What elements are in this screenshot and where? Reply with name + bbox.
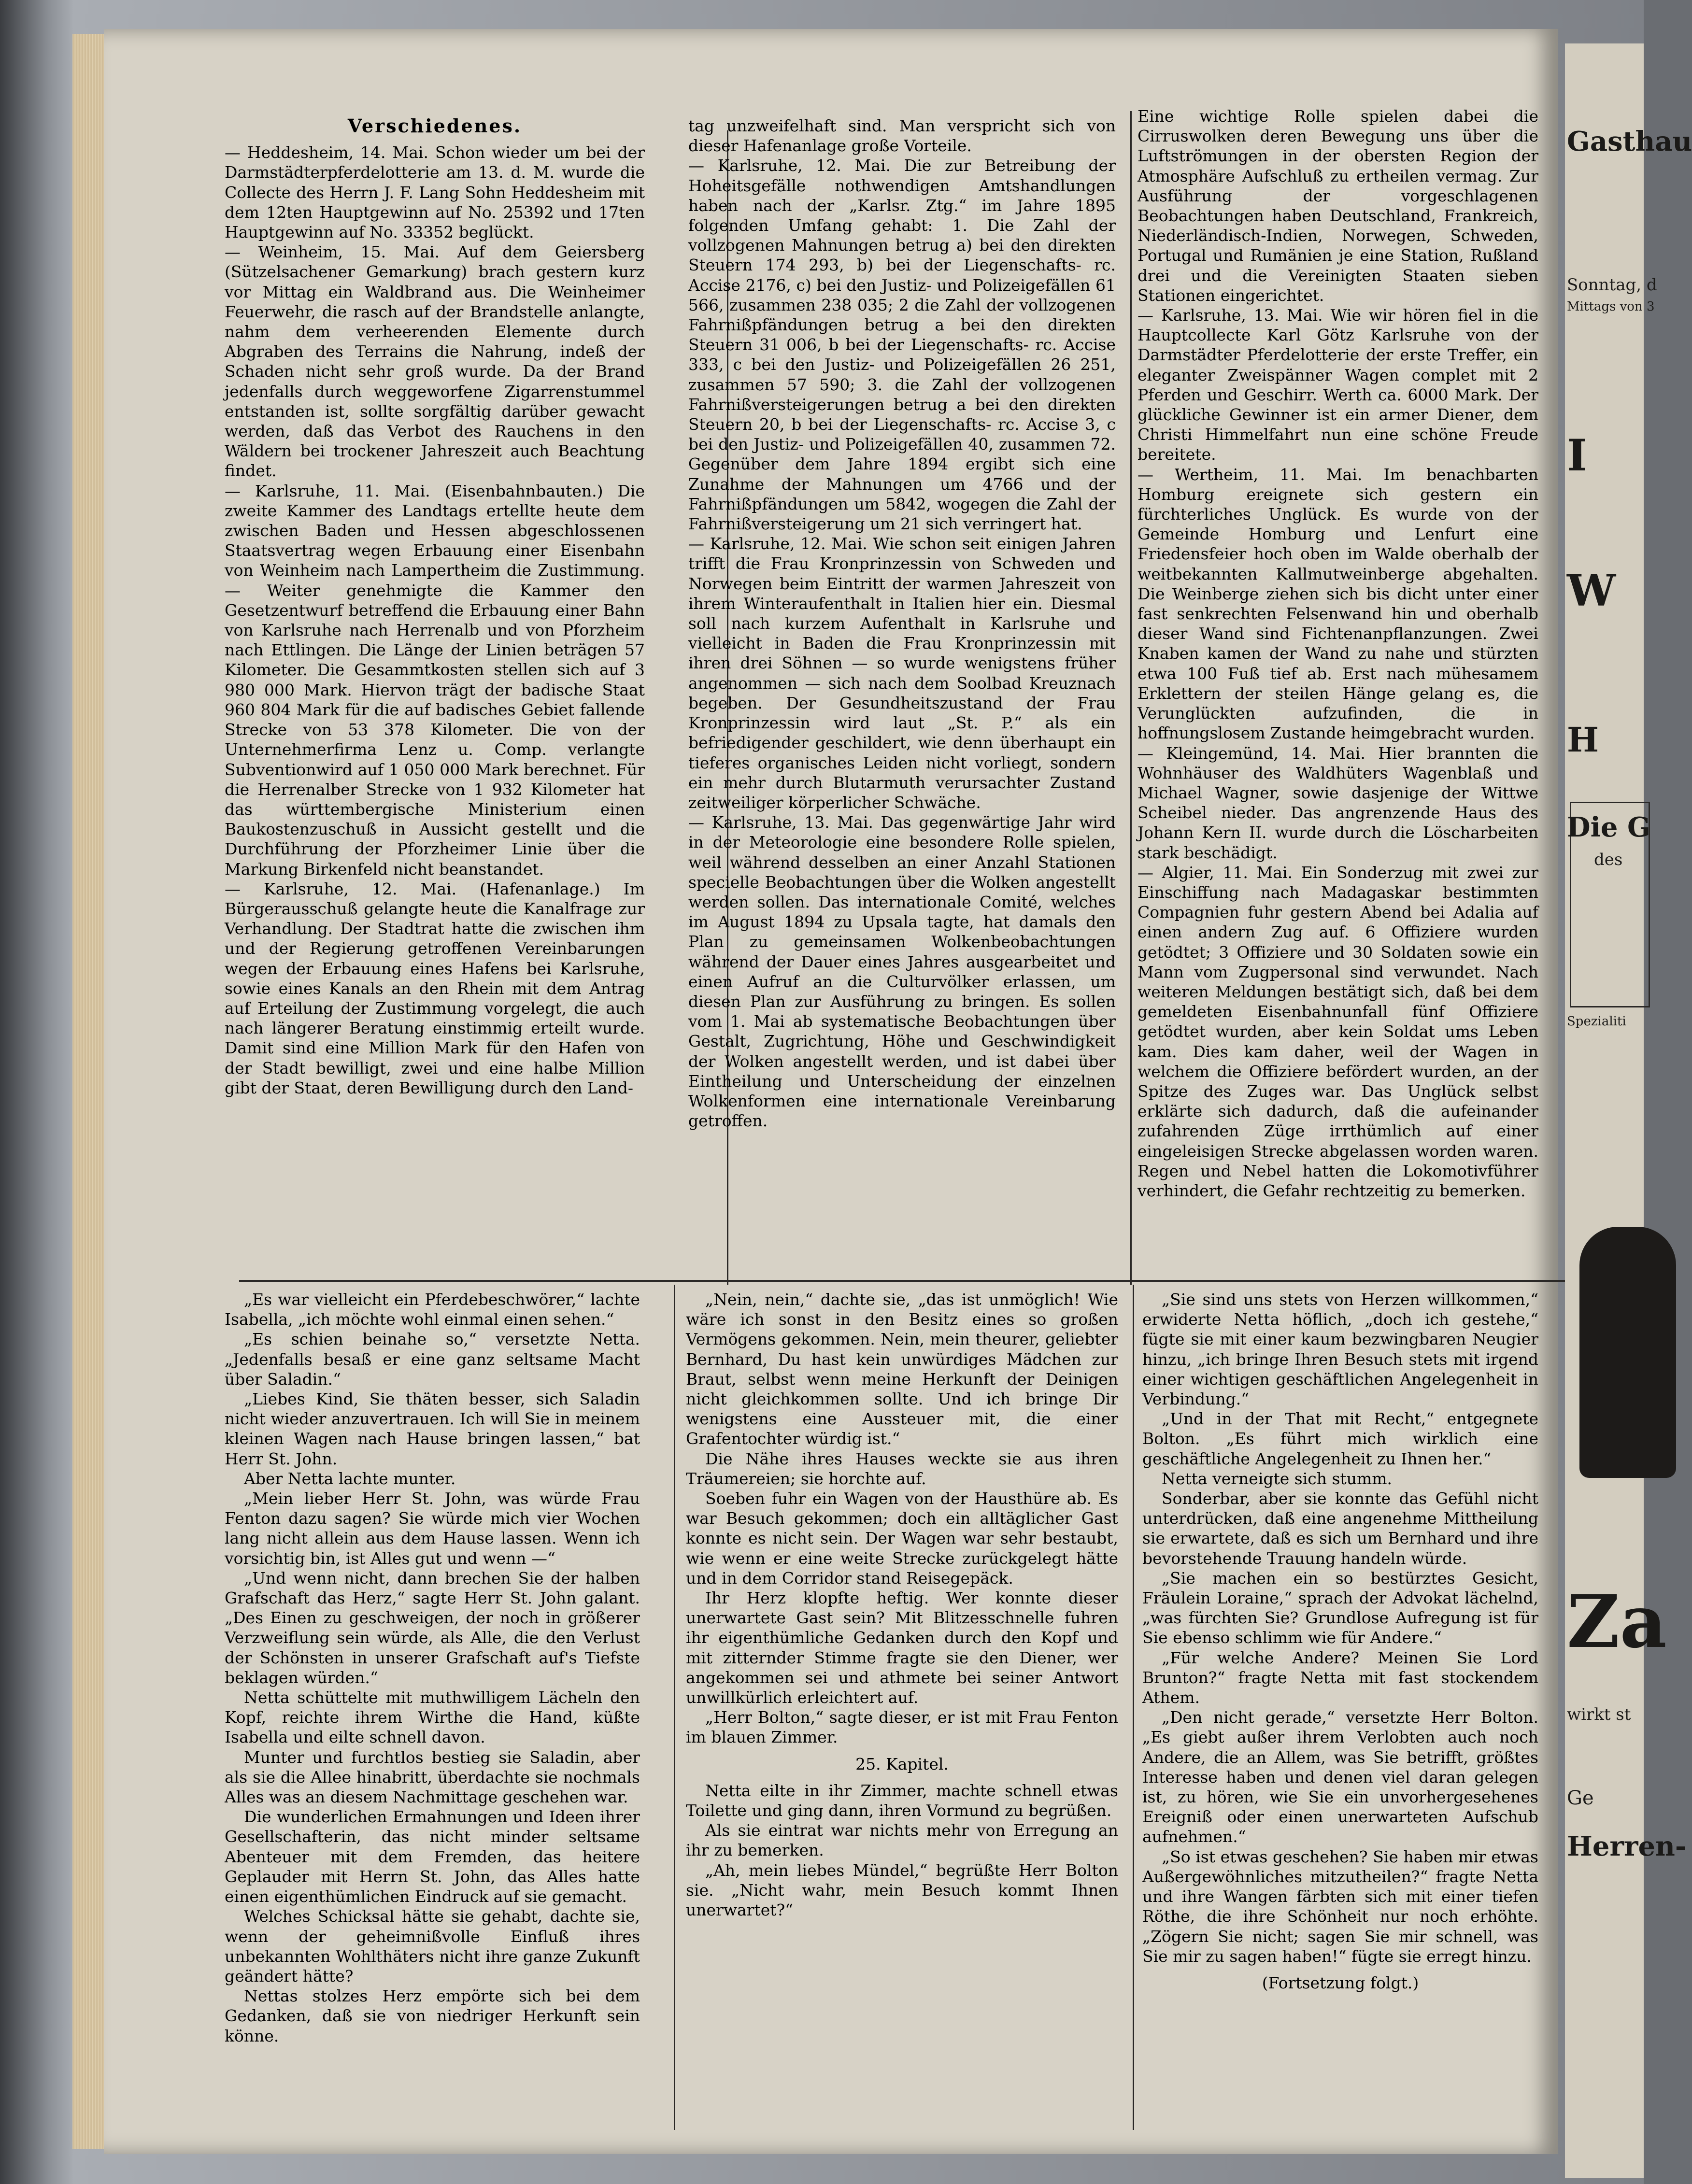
story-paragraph: Munter und furchtlos bestieg sie Saladin, aber als sie die Allee hinabritt, überdachte sie nochmals Alles was an diesem Nachmittage geschehen war. [225, 1747, 640, 1807]
story-paragraph: „Es schien beinahe so,“ versetzte Netta. „Jedenfalls besaß er eine ganz seltsame Macht über Saladin.“ [225, 1330, 640, 1389]
chapter-heading: 25. Kapitel. [855, 1754, 949, 1773]
fragment-text: I [1567, 430, 1588, 481]
story-paragraph: „Es war vielleicht ein Pferdebeschwörer,“ lachte Isabella, „ich möchte wohl einmal einen sehen.“ [225, 1290, 640, 1329]
news-item: — Karlsruhe, 13. Mai. Das gegenwärtige Jahr wird in der Meteorologie eine besondere Rolle spielen, weil während desselben an einer Anzahl Stationen specielle Beobachtungen über die Wolken angestellt werden sollen. Das internationale Comité, welches im August 1894 zu Upsala tagte, hat damals den Plan zu gemeinsamen Wolkenbeobachtungen während der Dauer eines Jahres ausgearbeitet und einen Aufruf an die Culturvölker erlassen, um diesen Plan zur Ausführung zu bringen. Es sollen vom 1. Mai ab systematische Beobachtungen über Gestalt, Zugrichtung, Höhe und Geschwindigkeit der Wolken angestellt werden, und ist dabei über Eintheilung und Unterscheidung der einzelnen Wolkenformen eine internationale Vereinbarung getroffen. [688, 813, 1116, 1131]
story-paragraph: Nettas stolzes Herz empörte sich bei dem Gedanken, daß sie von niedriger Herkunft sein könne. [225, 1986, 640, 2045]
news-column-3 [1137, 106, 1538, 1201]
story-paragraph: „So ist etwas geschehen? Sie haben mir etwas Außergewöhnliches mitzutheilen?“ fragte Netta und ihre Wangen färbten sich mit einer tiefen Röthe, die ihre Schönheit nur noch erhöhte. „Zögern Sie nicht; sagen Sie mir schnell, was Sie mir zu sagen haben!“ fügte sie erregt hinzu. [1142, 1847, 1538, 1966]
story-paragraph: Als sie eintrat war nichts mehr von Erregung an ihr zu bemerken. [686, 1821, 1118, 1860]
story-paragraph: Welches Schicksal hätte sie gehabt, dachte sie, wenn der geheimnißvolle Einfluß ihres unbekannten Wohlthäters nicht ihre ganze Zukunft geändert hätte? [225, 1907, 640, 1985]
story-column-3 [1142, 1290, 1538, 2000]
fragment-text: Spezialiti [1567, 1014, 1626, 1029]
story-paragraph: „Und wenn nicht, dann brechen Sie der halben Grafschaft das Herz,“ sagte Herr St. John galant. „Des Einen zu geschweigen, der noch in größerer Verzweiflung sein würde, als Alle, die den Verlust der Schönsten in unserer Grafschaft auf's Tiefste beklagen würden.“ [225, 1568, 640, 1687]
news-item: tag unzweifelhaft sind. Man verspricht sich von dieser Hafenanlage große Vorteile. [688, 116, 1116, 156]
fragment-text: Za [1567, 1579, 1667, 1664]
fragment-text: Die G [1567, 811, 1650, 843]
news-item: — Weinheim, 15. Mai. Auf dem Geiersberg (Sützelsachener Gemarkung) brach gestern kurz vor Mittag ein Waldbrand aus. Die Weinheimer Feuerwehr, die rasch auf der Brandstelle anlangte, nahm dem verheerenden Elemente durch Abgraben des Terrains die Nahrung, indeß der Schaden nicht sehr groß wurde. Da der Brand jedenfalls durch weggeworfene Zigarrenstummel entstanden ist, sollte sorgfältig darüber gewacht werden, daß das Verbot des Rauchens in den Wäldern bei trockener Jahreszeit auch Beachtung findet. [225, 242, 645, 481]
news-item: — Heddesheim, 14. Mai. Schon wieder um bei der Darmstädterpferdelotterie am 13. d. M. wurde die Collecte des Herrn J. F. Lang Sohn Heddesheim mit dem 12ten Hauptgewinn auf No. 25392 und 17ten Hauptgewinn auf No. 33352 beglückt. [225, 143, 645, 242]
fragment-text: Sonntag, d [1567, 275, 1657, 295]
story-paragraph: „Und in der That mit Recht,“ entgegnete Bolton. „Es führt mich wirklich eine geschäftliche Angelegenheit zu Ihnen her.“ [1142, 1409, 1538, 1468]
continuation-note: (Fortsetzung folgt.) [1262, 1973, 1419, 1992]
news-item: — Kleingemünd, 14. Mai. Hier brannten die Wohnhäuser des Waldhüters Wagenblaß und Michael Wagner, sowie dasjenige der Wittwe Scheibel nieder. Das angrenzende Haus des Johann Kern II. wurde durch die Löscharbeiten stark beschädigt. [1137, 743, 1538, 862]
fragment-text: Ge [1567, 1787, 1594, 1809]
fragment-text: Herren- [1567, 1830, 1687, 1862]
story-paragraph: „Sie machen ein so bestürztes Gesicht, Fräulein Loraine,“ sprach der Advokat lächelnd, „was fürchten Sie? Grundlose Aufregung ist für Sie ebenso schlimm wie für Andere.“ [1142, 1568, 1538, 1647]
news-item: — Algier, 11. Mai. Ein Sonderzug mit zwei zur Einschiffung nach Madagaskar bestimmten Compagnien fuhr gestern Abend bei Adalia auf einen andern Zug auf. 6 Offiziere wurden getödtet; 3 Offiziere und 30 Soldaten sowie ein Mann vom Zugpersonal sind verwundet. Nach weiteren Meldungen bestätigt sich, daß bei dem gemeldeten Eisenbahnunfall fünf Offiziere getödtet wurden, aber kein Soldat ums Leben kam. Dies kam daher, weil der Wagen in welchem die Offiziere befördert wurden, an der Spitze des Zuges war. Das Unglück selbst erklärte sich dadurch, daß die aufeinander zufahrenden Züge irrthümlich auf einer eingeleisigen Strecke abgelassen worden waren. Regen und Nebel hatten die Lokomotivführer verhindert, die Gefahr rechtzeitig zu bemerken. [1137, 863, 1538, 1200]
news-item: — Karlsruhe, 12. Mai. Wie schon seit einigen Jahren trifft die Frau Kronprinzessin von Schweden und Norwegen beim Eintritt der warmen Jahreszeit von ihrem Winteraufenthalt in Italien hier ein. Diesmal soll nach kurzem Aufenthalt in Karlsruhe und vielleicht in Baden die Frau Kronprinzessin mit ihren drei Söhnen — so wurde wenigstens früher angenommen — sich nach dem Soolbad Kreuznach begeben. Der Gesundheitszustand der Frau Kronprinzessin wird laut „St. P.“ als ein befriedigender geschildert, wie denn überhaupt ein tieferes organisches Leiden nicht vorliegt, sondern ein mehr durch Blutarmuth verursachter Zustand zeitweiliger körperlicher Schwäche. [688, 534, 1116, 812]
fragment-text: des [1594, 850, 1623, 869]
story-paragraph: Aber Netta lachte munter. [244, 1469, 456, 1488]
story-paragraph: „Den nicht gerade,“ versetzte Herr Bolton. „Es giebt außer ihrem Verlobten auch noch Andere, die an Allem, was Sie betrifft, größtes Interesse haben und denen viel daran gelegen ist, zu hören, wie Sie ein unvorhergesehenes Ereigniß oder einen unerwarteten Aufschub aufnehmen.“ [1142, 1708, 1538, 1846]
story-column-2 [686, 1290, 1118, 1920]
story-paragraph: Die wunderlichen Ermahnungen und Ideen ihrer Gesellschafterin, das nicht minder seltsame Abenteuer mit dem Fremden, das heitere Geplauder mit Herrn St. John, das Alles hatte einen eigenthümlichen Eindruck auf sie gemacht. [225, 1807, 640, 1906]
story-paragraph: „Ah, mein liebes Mündel,“ begrüßte Herr Bolton sie. „Nicht wahr, mein Besuch kommt Ihnen unerwartet?“ [686, 1860, 1118, 1920]
news-item: — Karlsruhe, 11. Mai. (Eisenbahnbauten.) Die zweite Kammer des Landtags ertellte heute dem zwischen Baden und Hessen abgeschlossenen Staatsvertrag wegen Erbauung einer Eisenbahn von Weinheim nach Lampertheim die Zustimmung. — Weiter genehmigte die Kammer den Gesetzentwurf betreffend die Erbauung einer Bahn von Karlsruhe nach Herrenalb und von Pforzheim nach Ettlingen. Die Länge der Linien beträgen 57 Kilometer. Die Gesammtkosten stellen sich auf 3 980 000 Mark. Hiervon trägt der badische Staat 960 804 Mark für die auf badisches Gebiet fallende Strecke von 53 378 Kilometer. Die von der Unternehmerfirma Lenz u. Comp. verlangte Subventionwird auf 1 050 000 Mark berechnet. Für die Herrenalber Strecke von 1 932 Kilometer hat das württembergische Ministerium einen Baukostenzuschuß in Aussicht gestellt und die Durchführung der Pforzheimer Linie über die Markung Birkenfeld nicht beanstandet. [225, 481, 645, 879]
section-heading: Verschiedenes. [347, 115, 522, 137]
section-divider [239, 1280, 1630, 1282]
fragment-text: Gasthau [1567, 126, 1692, 157]
story-paragraph: „Sie sind uns stets von Herzen willkommen,“ erwiderte Netta höflich, „doch ich gestehe,“ fügte sie mit einer kaum bezwingbaren Neugier hinzu, „ich bringe Ihren Besuch stets mit irgend einer wichtigen geschäftlichen Angelegenheit in Verbindung.“ [1142, 1290, 1538, 1409]
news-item: — Karlsruhe, 13. Mai. Wie wir hören fiel in die Hauptcollecte Karl Götz Karlsruhe von der Darmstädter Pferdelotterie der erste Treffer, ein eleganter Zweispänner Wagen complet mit 2 Pferden und Geschirr. Werth ca. 6000 Mark. Der glückliche Gewinner ist ein armer Diener, dem Christi Himmelfahrt nun eine schöne Freude bereitete. [1137, 306, 1538, 464]
story-paragraph: „Nein, nein,“ dachte sie, „das ist unmöglich! Wie wäre ich sonst in den Besitz eines so großen Vermögens gekommen. Nein, mein theurer, geliebter Bernhard, Du hast kein unwürdiges Mädchen zur Braut, selbst wenn meine Herkunft der Deinigen nicht gleichkommen sollte. Und ich bringe Dir wenigstens eine Aussteuer mit, die einer Grafentochter würdig ist.“ [686, 1290, 1118, 1448]
adjacent-page-fragment [1565, 43, 1692, 2178]
fragment-text: Mittags von 3 [1567, 299, 1655, 314]
story-paragraph: „Mein lieber Herr St. John, was würde Frau Fenton dazu sagen? Sie würde mich vier Wochen lang nicht allein aus dem Hause lassen. Wenn ich vorsichtig bin, ist Alles gut und wenn —“ [225, 1489, 640, 1568]
story-paragraph: Netta schüttelte mit muthwilligem Lächeln den Kopf, reichte ihrem Wirthe die Hand, küßte Isabella und eilte schnell davon. [225, 1688, 640, 1747]
news-item: — Karlsruhe, 12. Mai. (Hafenanlage.) Im Bürgerausschuß gelangte heute die Kanalfrage zur Verhandlung. Der Stadtrat hatte die zwischen ihm und der Regierung getroffenen Vereinbarungen wegen der Erbauung eines Hafens bei Karlsruhe, sowie eines Kanals an den Rhein mit dem Antrag auf Erteilung der Zustimmung vorgelegt, die auch nach längerer Beratung einstimmig erteilt wurde. Damit sind eine Million Mark für den Hafen von der Stadt bewilligt, zwei und eine halbe Million gibt der Staat, deren Bewilligung durch den Land- [225, 879, 645, 1097]
story-paragraph: Soeben fuhr ein Wagen von der Hausthüre ab. Es war Besuch gekommen; doch ein alltäglicher Gast konnte es nicht sein. Der Wagen war sehr bestaubt, wie wenn er eine weite Strecke zurückgelegt hätte und in dem Corridor stand Reisegepäck. [686, 1489, 1118, 1588]
fragment-text: W [1567, 565, 1616, 616]
news-item: Eine wichtige Rolle spielen dabei die Cirruswolken deren Bewegung uns über die Luftströmungen in der obersten Region der Atmosphäre Aufschluß zu ertheilen vermag. Zur Ausführung der vorgeschlagenen Beobachtungen haben Deutschland, Frankreich, Niederländisch-Indien, Norwegen, Schweden, Portugal und Rumänien je eine Station, Rußland drei und die Vereinigten Staaten sieben Stationen eingerichtet. [1137, 107, 1538, 305]
story-paragraph: „Herr Bolton,“ sagte dieser, er ist mit Frau Fenton im blauen Zimmer. [686, 1708, 1118, 1747]
story-paragraph: Netta eilte in ihr Zimmer, machte schnell etwas Toilette und ging dann, ihren Vormund zu begrüßen. [686, 1781, 1118, 1820]
story-paragraph: Die Nähe ihres Hauses weckte sie aus ihren Träumereien; sie horchte auf. [686, 1449, 1118, 1488]
fragment-text: H [1567, 720, 1599, 760]
column-rule [674, 1285, 675, 2130]
news-column-2 [688, 116, 1116, 1131]
story-paragraph: Sonderbar, aber sie konnte das Gefühl nicht unterdrücken, daß eine angenehme Mittheilung sie erwartete, daß es sich um Bernhard und ihre bevorstehende Trauung handeln würde. [1142, 1489, 1538, 1568]
column-rule [1133, 1285, 1134, 2130]
news-column-1 [225, 116, 645, 1098]
column-rule [1130, 111, 1132, 1285]
story-paragraph: Netta verneigte sich stumm. [1162, 1469, 1393, 1488]
news-item: — Wertheim, 11. Mai. Im benachbarten Homburg ereignete sich gestern ein fürchterliches Unglück. Es wurde von der Gemeinde Homburg und Lenfurt eine Friedensfeier hoch oben im Walde oberhalb der weitbekannten Kallmutweinberge abgehalten. Die Weinberge ziehen sich bis dicht unter einer fast senkrechten Felsenwand hin und oberhalb dieser Wand sind Fichtenanpflanzungen. Zwei Knaben kamen der Wand zu nahe und stürzten etwa 100 Fuß tief ab. Erst nach mühesamem Erklettern der steilen Hänge gelang es, die Verunglückten aufzufinden, die in hoffnungslosem Zustande heimgebracht wurden. [1137, 465, 1538, 743]
story-paragraph: Ihr Herz klopfte heftig. Wer konnte dieser unerwartete Gast sein? Mit Blitzesschnelle fuhren ihr eigenthümliche Gedanken durch den Kopf und mit zitternder Stimme fragte sie den Diener, wer angekommen sei und athmete bei seiner Antwort unwillkürlich erleichtert auf. [686, 1588, 1118, 1707]
fragment-text: wirkt st [1567, 1705, 1631, 1724]
news-item: — Karlsruhe, 12. Mai. Die zur Betreibung der Hoheitsgefälle nothwendigen Amtshandlungen haben nach der „Karlsr. Ztg.“ im Jahre 1895 folgenden Umfang gehabt: 1. Die Zahl der vollzogenen Mahnungen betrug a) bei den direkten Steuern 174 293, b) bei der Liegenschafts- rc. Accise 2176, c) bei den Justiz- und Polizeigefällen 61 566, zusammen 238 035; 2 die Zahl der vollzogenen Fahrnißpfändungen betrug a bei den direkten Steuern 31 006, b bei der Liegenschafts- rc. Accise 333, c bei den Justiz- und Polizeigefällen 26 251, zusammen 57 590; 3. die Zahl der vollzogenen Fahrnißversteigerungen betrug a bei den direkten Steuern 20, b bei der Liegenschafts- rc. Accise 3, c bei den Justiz- und Polizeigefällen 40, zusammen 72. Gegenüber dem Jahre 1894 ergibt sich eine Zunahme der Mahnungen um 4766 und der Fahrnißpfändungen um 5842, wogegen die Zahl der Fahrnißversteigerung um 21 sich verringert hat. [688, 156, 1116, 534]
story-column-1 [225, 1290, 640, 2046]
story-paragraph: „Liebes Kind, Sie thäten besser, sich Saladin nicht wieder anzuvertrauen. Ich will Sie in meinem kleinen Wagen nach Hause bringen lassen,“ bat Herr St. John. [225, 1390, 640, 1468]
ad-illustration [1579, 1227, 1676, 1478]
story-paragraph: „Für welche Andere? Meinen Sie Lord Brunton?“ fragte Netta mit fast stockendem Athem. [1142, 1648, 1538, 1707]
page-edges [72, 34, 106, 2149]
